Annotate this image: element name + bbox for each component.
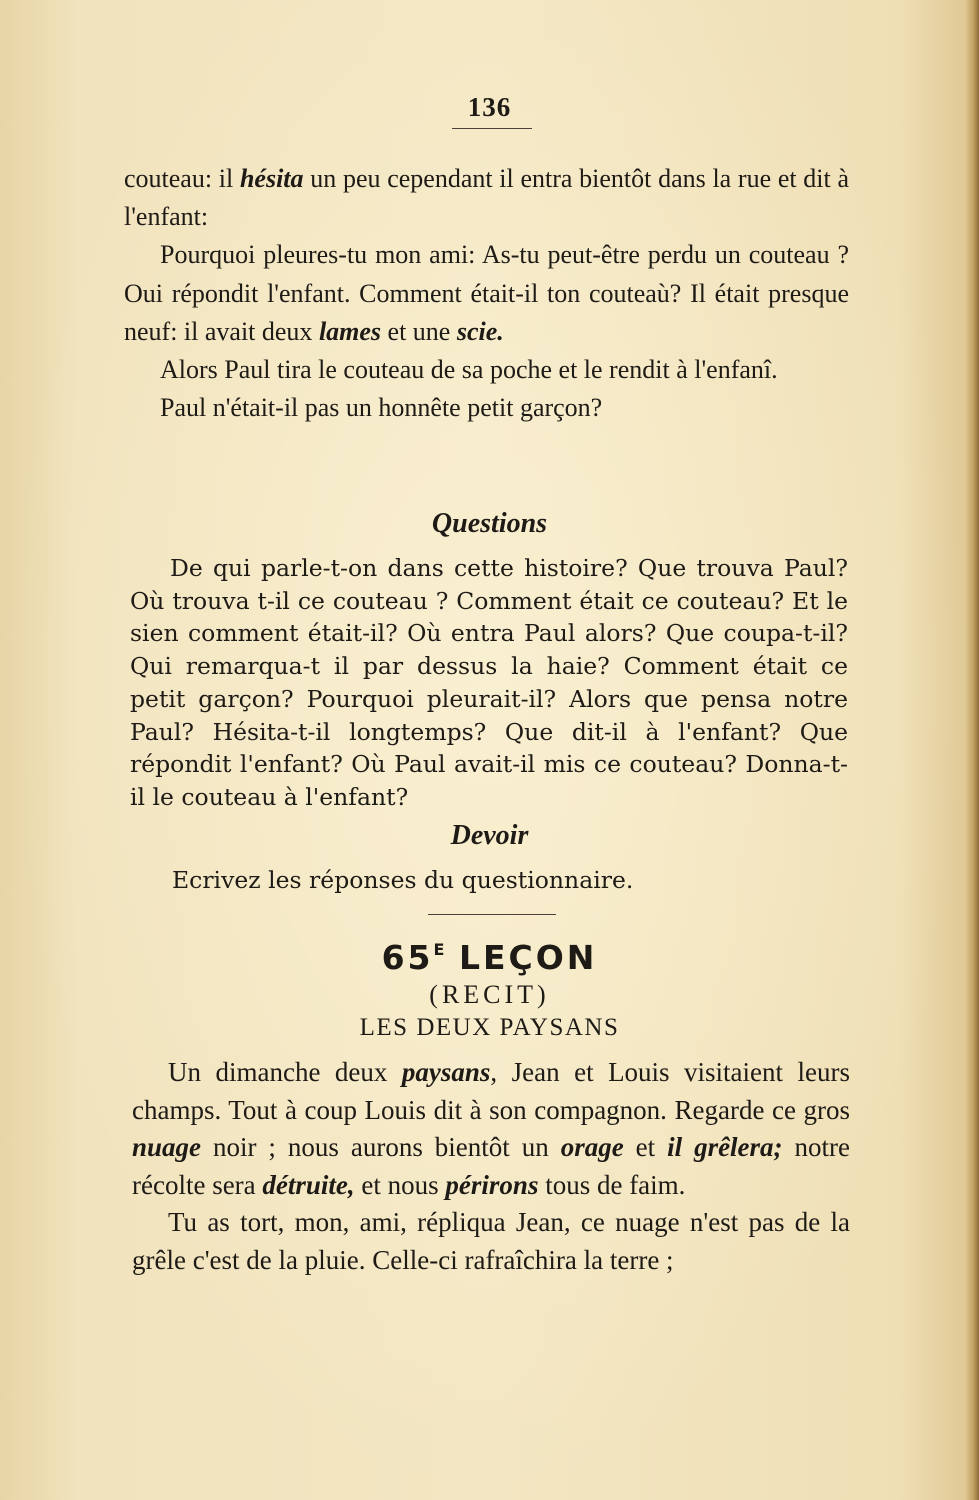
text-run: et une [381,316,457,346]
text-run: , Jean et Louis visitaient leurs champs. Tout à coup Louis dit à son compagnon. Regarde ce gros [132,1057,850,1125]
paragraph-continuation [124,160,849,236]
questions-heading: Questions [431,508,548,539]
story-title: LES DEUX PAYSANS [359,1014,620,1041]
questions-block [130,552,848,814]
italic-word-paysans: paysans [401,1057,491,1087]
italic-word-hesita: hésita [239,164,304,193]
italic-word-perirons: périrons [445,1169,539,1200]
text-run: notre récolte sera [132,1132,850,1200]
devoir-text: Ecrivez les réponses du questionnaire. [172,866,634,894]
italic-word-orage: orage [560,1132,624,1162]
text-run: noir ; nous aurons bientôt un [201,1132,561,1162]
lesson-label: LEÇON [458,938,598,977]
paragraph-alors: Alors Paul tira le couteau de sa poche et le rendit à l'enfanî. [160,355,778,385]
italic-word-lames: lames [318,316,382,346]
story-block [132,1054,850,1279]
story-paragraph-2: Tu as tort, mon, ami, répliqua Jean, ce nuage n'est pas de la grêle c'est de la pluie. Celle-ci rafraîchira la terre ; [132,1207,850,1275]
section-divider [428,914,556,915]
text-run: couteau: il [124,164,240,193]
italic-word-grelera: il grêlera; [667,1132,783,1162]
text-run: tous de faim. [538,1169,686,1200]
text-run: Un dimanche deux [168,1057,402,1087]
page-edge-shadow [965,0,979,1500]
paragraph-pourquoi [124,236,849,351]
questions-text: De qui parle-t-on dans cette histoire? Que trouva Paul? Où trouva t-il ce couteau ? Comment était ce couteau? Et le sien comment était-il? Où entra Paul alors? Que coupa-t-il? Qui remarqua-t il par dessus la haie? Comment était ce petit garçon? Pourquoi pleurait-il? Alors que pensa notre Paul? Hésita-t-il longtemps? Que dit-il à l'enfant? Que répondit l'enfant? Où Paul avait-il mis ce couteau? Donna-t-il le couteau à l'enfant? [130,554,848,811]
devoir-heading: Devoir [450,820,529,851]
top-text-block [124,160,849,427]
text-run: et nous [354,1169,446,1200]
text-run: un peu cependant il entra bientôt dans la rue et dit à l'enfant: [124,164,850,232]
italic-word-nuage: nuage [132,1132,202,1162]
italic-word-detruite: détruite, [262,1169,355,1200]
page-number: 136 [467,92,512,122]
page-number-rule [452,128,532,129]
lesson-title [0,938,979,977]
paragraph-paul: Paul n'était-il pas un honnête petit garçon? [160,393,603,423]
story-paragraph-1 [132,1054,850,1204]
italic-word-scie: scie. [456,316,504,346]
lesson-superscript: E [433,940,445,959]
lesson-number: 65 [381,938,434,977]
text-run: Pourquoi pleures-tu mon ami: As-tu peut-être perdu un couteau ? Oui répondit l'enfant. Comment était-il ton couteaù? Il était presque neuf: il avait deux [124,240,849,346]
text-run: et [623,1132,668,1162]
lesson-type: (RECIT) [429,980,550,1009]
